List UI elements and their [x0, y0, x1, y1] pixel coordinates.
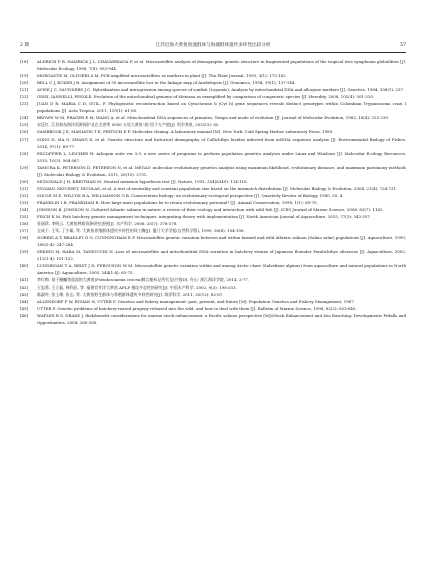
reference-entry	[20, 164, 406, 178]
reference-number: [27]	[20, 136, 29, 142]
reference-text: FRANKLIN I R, FRANKHAM R. How large must populations be to retain evolutionary potential? [J]. Animal Conservation, 1998, 1(1): 69-70.	[37, 199, 318, 205]
reference-number: [45]	[20, 305, 29, 311]
reference-entry	[20, 291, 406, 298]
reference-text: JONSSON B, JONSSON N. Cultured Atlantic salmon in nature: a review of their ecology and interaction with wild fish [J]. ICES Journal of Marine Science, 2006, 63(7): 1162.	[37, 206, 384, 212]
reference-number: [30]	[20, 178, 29, 184]
reference-entry	[20, 262, 406, 276]
reference-text: ALLENDORF F W, RYMAN N, UTTER F. Genetics and fishery management: past, present, and future [M]. Population Genetics and Fishery Management, 1987.	[37, 298, 356, 304]
reference-text: ALDRICH P R, HAMRICK J L, CHAVARRIAGA P, et al. Microsatellite analysis of demographic genetic structure in fragmented populations of the tropical tree symphonia globulifera [J]. Molecular Ecology, 1998, 7(8): 933-944.	[37, 59, 406, 72]
reference-number: [28]	[20, 150, 29, 156]
reference-number: [38]	[20, 235, 29, 241]
reference-text: SONG N, MA G, ZHANG X, et al. Genetic structure and historical demography of Collichthys lucidus inferred from mtDNA sequence analysis [J]. Environmental Biology of Fishes, 2014, 97(1): 69-77.	[37, 136, 406, 149]
reference-entry	[20, 298, 406, 305]
reference-entry	[20, 234, 406, 248]
reference-entry	[20, 220, 406, 227]
reference-text: 张丽珍, 李明云. 大黄鱼种质资源研究进展[J]. 水产科学, 2006, 25(7): 376-378.	[37, 221, 178, 227]
reference-entry	[20, 312, 406, 326]
reference-text: 李红梅. 基于鲢鳙鱼放流的大黄鱼(Pseudosciaena crocea)腾言船标记所究及应用[D]. 舟山: 浙江海洋学院, 2014: 2-77.	[37, 277, 250, 283]
reference-entry	[20, 199, 406, 206]
reference-entry	[20, 93, 406, 100]
reference-number: [21]	[20, 87, 29, 93]
reference-text: JUAN D R, MARIA C D, GUIL, F. Phylogenetic reconstruction based on Cytochrome b (Cyt b) gene sequences reveals distinct genotypes within Colombian Trypanosoma cruzi I populations [J]. Acta Tropica, 2011, 119(1): 61-65.	[37, 101, 406, 114]
reference-number: [46]	[20, 312, 29, 318]
reference-entry	[20, 178, 406, 185]
reference-text: SEKINO M, HARA M, TANIGUCHI N. Loss of microsatellite and mitochondrial DNA variation in hatchery strains of Japanese flounder Paralichthys olivaceus [J]. Aquaculture, 2002, 213(1-4): 101-122.	[37, 249, 406, 262]
reference-number: [23]	[20, 101, 29, 107]
reference-number: [32]	[20, 192, 29, 198]
reference-number: [26]	[20, 129, 29, 135]
running-title: 江苏近海大黄鱼放流群体与海捕群体遗传多样性比较分析	[155, 43, 271, 48]
reference-entry	[20, 185, 406, 192]
reference-text: SOULE M E, WILCOX B A, WILLIAMSON G B. Conservation biology: an evolutionary-ecological perspective [J]. Quarterly Review of Biology, 1980, 55, 4.	[37, 192, 344, 198]
reference-entry	[20, 150, 406, 164]
reference-text: LUNDRIGAN T A, REIST J D, FERGUSON M M. Microsatellite genetic variation within and among Arctic charr (Salvelinus alpinus) from aquaculture and natural populations in North America [J]. Aquaculture, 2005, 244(1-4): 63-75.	[37, 263, 406, 276]
header-rule	[20, 52, 406, 53]
reference-text: MCDONALD J H, KREITMAN M. Neutral mutation hypothesis test [J]. Nature, 1991, 354(6349): 114-116.	[37, 178, 248, 184]
reference-entry	[20, 248, 406, 262]
reference-number: [40]	[20, 263, 29, 269]
reference-entry	[20, 206, 406, 213]
reference-entry	[20, 128, 406, 135]
reference-text: AVISE J C, SAUNDERS J C. Hybridization and introgression among species of sunfish (Lepomis): Analysis by mitochondrial DNA and allozyme markers [J]. Genetics, 1984, 108(1): 237.	[37, 87, 405, 93]
reference-number: [29]	[20, 164, 29, 170]
reference-number: [34]	[20, 206, 29, 212]
reference-entry	[20, 213, 406, 220]
reference-number: [18]	[20, 59, 29, 64]
reference-number: [41]	[20, 277, 29, 283]
reference-number: [24]	[20, 115, 29, 121]
reference-number: [37]	[20, 228, 29, 234]
reference-text: SYLVAIN, MOUSSET, NICOLAS, et al. A test of neutrality and constant population size based on the mismatch distribution [J]. Molecular Biology & Evolution, 2004, 21(4): 724-731.	[37, 185, 398, 191]
reference-text: NORRIS A T, BRADLEY D G, CUNNINGHAM E P. Microsatellite genetic variation between and within farmed and wild Atlantic salmon (Salmo salar) populations [J]. Aquaculture, 1999, 180(3-4): 247-264.	[37, 235, 406, 248]
page-number: 57	[400, 43, 406, 48]
reference-text: GISSI, IANNELLI, PESOLE. Evolution of the mitochondrial genome of Metazoa as exemplified by comparison of congeneric species [J]. Heredity, 2008, 101(4): 301-320.	[37, 94, 375, 100]
reference-number: [44]	[20, 298, 29, 304]
reference-entry	[20, 284, 406, 291]
reference-text: EXCOFFIER L, LISCHER H. Arlequin suite ver 3.5: a new series of programs to perform population genetics analyses under Linux and Windows [J]. Molecular Ecology Resources, 2010, 10(3): 564-567.	[37, 150, 406, 163]
reference-number: [25]	[20, 122, 29, 128]
reference-entry	[20, 192, 406, 199]
reference-text: BELL C J, ECKER J R. Assignment of 30 microsatellite loci to the linkage map of Arabidopsis [J]. Genomics, 1994, 19(1): 137-144.	[37, 80, 296, 86]
reference-text: FISCH K M. Fish hatchery genetic management techniques: integrating theory with implementation [J]. North American Journal of Aquaculture, 2015, 77(3): 343-357.	[37, 214, 372, 220]
reference-text: UTTER F. Genetic problems of hatchery-reared progeny released into the wild, and how to deal with them [J]. Bulletin of Marine Science, 1998, 62(2): 623-640.	[37, 305, 357, 311]
reference-entry	[20, 227, 406, 234]
reference-number: [22]	[20, 94, 29, 100]
reference-text: MORGANTE M, OLIVIERI A M. PCR-amplified microsatellites as markers in plant [J]. The Plant Journal, 1993, 3(1): 175-182.	[37, 73, 287, 79]
reference-entry	[20, 121, 406, 128]
reference-number: [42]	[20, 284, 29, 290]
reference-number: [31]	[20, 185, 29, 191]
reference-number: [20]	[20, 80, 29, 86]
issue-number: 2 期	[20, 43, 29, 48]
reference-text: 陈淑吟, 张士璀, 张志, 等. 大黄鱼野生群体与养殖群体遗传多样性研究[J]. 海洋科学, 2011, 35(12): 82-87.	[37, 291, 224, 297]
reference-text: 王忠勇, 王立磊, 韩利民, 等. 福建官井洋大黄鱼 AFLP 指纹多态性的研究[J]. 中国水产科学, 2002, 9(3): 198-203.	[37, 284, 237, 290]
reference-text: SAMBROOK J E, MANIATIS T E, FRITSCH E F. Molecular cloning: A laboratory manual [M]. New York: Cold Spring Harbor Laboratory Press, 1989.	[37, 129, 334, 135]
reference-number: [19]	[20, 73, 29, 79]
reference-entry	[20, 276, 406, 283]
reference-entry	[20, 114, 406, 121]
reference-text: 宋廷红. 江苏如东海洋资源保护北在全省所 5000 万尾大黄鱼"放"回于万产值[J]. 科学养鱼, 2021(3): 85.	[37, 122, 220, 128]
reference-entry	[20, 100, 406, 114]
reference-entry	[20, 136, 406, 150]
reference-number: [36]	[20, 221, 29, 227]
reference-entry	[20, 79, 406, 86]
reference-list	[20, 58, 406, 326]
reference-number: [35]	[20, 214, 29, 220]
reference-entry	[20, 58, 406, 72]
reference-entry	[20, 305, 406, 312]
reference-number: [33]	[20, 199, 29, 205]
reference-text: TAMURA K, PETERSON D, PETERSON N, et al. MEGA5: molecular evolutionary genetics analysis using maximum likelihood, evolutionary distance, and maximum parsimony methods [J]. Molecular Biology & Evolution, 2011, 28(10): 2731.	[37, 164, 406, 177]
reference-text: BROWN W M, PRAGER E M, WANG A, et al. Mitochondrial DNA sequences of primates, Tempo and mode of evolution [J]. Journal of Molecular Evolution, 1982, 18(4): 225-239.	[37, 115, 390, 121]
running-header	[20, 41, 406, 51]
reference-entry	[20, 86, 406, 93]
reference-text: 全成干, 王军, 丁少雄, 等. 大黄鱼养殖群体遗传多样性的同工酶[J]. 厦门大学学报(自然科学版), 1999, 38(4): 104-108.	[37, 228, 245, 234]
reference-entry	[20, 72, 406, 79]
reference-number: [39]	[20, 249, 29, 255]
reference-text: WAPLES R S, DRAKE J. Risk/benefit considerations for marine stock enhancement: a Pacific salmon perspective [M]//Stock Enhancement and Sea Ranching: Developments Pitfalls and Opportunities, 2004: 260-306.	[37, 312, 406, 325]
reference-number: [43]	[20, 291, 29, 297]
